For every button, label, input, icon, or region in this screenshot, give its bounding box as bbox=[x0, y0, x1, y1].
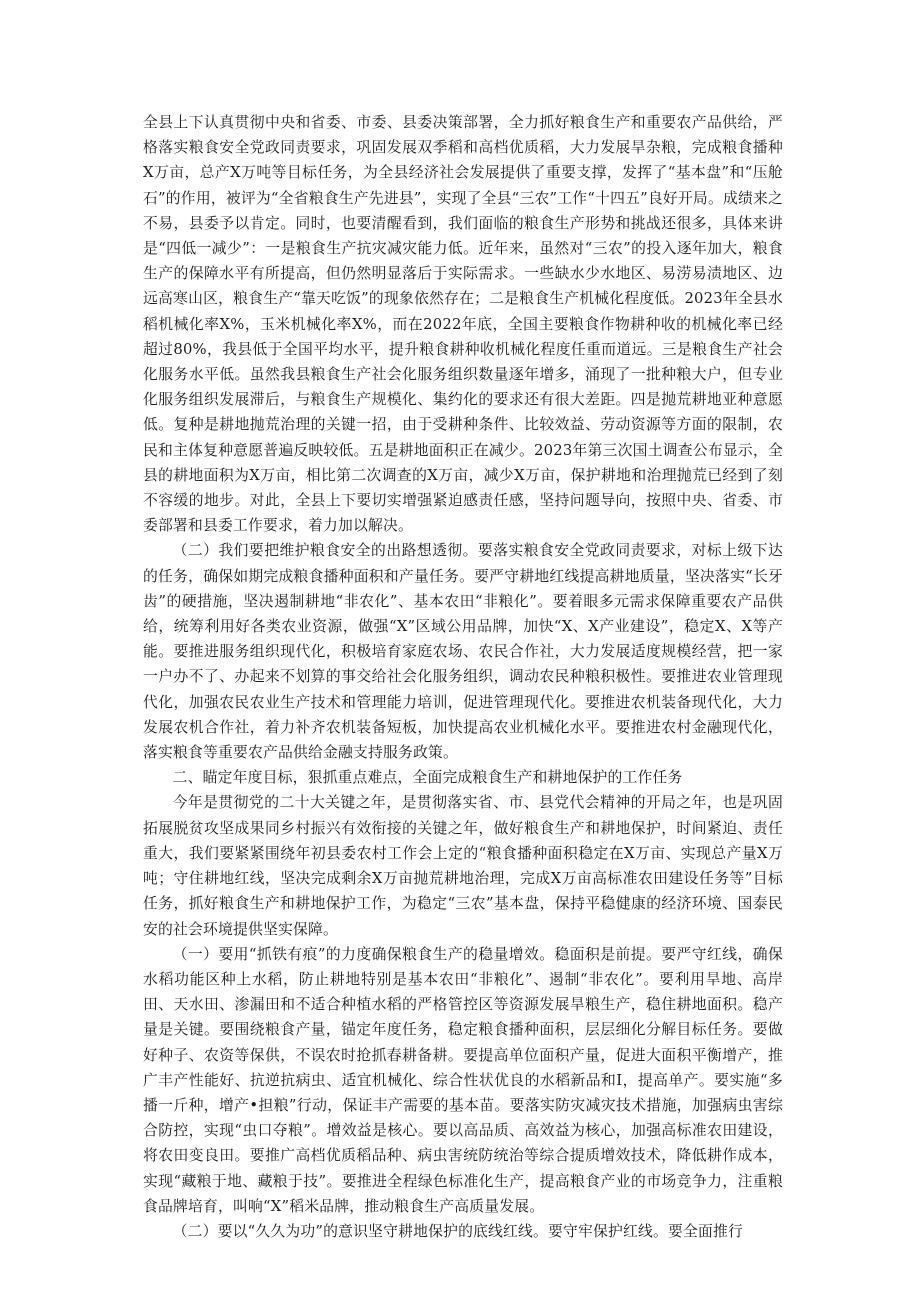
document-body bbox=[143, 110, 783, 1244]
paragraph-food-security-path: （二）我们要把维护粮食安全的出路想透彻。要落实粮食安全党政同责要求，对标上级下达的任务，确保如期完成粮食播种面积和产量任务。要严守耕地红线提高耕地质量，坚决落实“长牙齿”的硬措施，坚决遏制耕地“非农化”、基本农田“非粮化”。要着眼多元需求保障重要农产品供给，统筹利用好各类农业资源，做强“X”区域公用品牌，加快“X、X产业建设”，稳定X、X等产能。要推进服务组织现代化，积极培育家庭农场、农民合作社，大力发展适度规模经营，把一家一户办不了、办起来不划算的事交给社会化服务组织，调动农民种粮积极性。要推进农业管理现代化，加强农民农业生产技术和管理能力培训，促进管理现代化。要推进农机装备现代化，大力发展农机合作社，着力补齐农机装备短板，加快提高农业机械化水平。要推进农村金融现代化，落实粮食等重要农产品供给金融支持服务政策。 bbox=[143, 542, 783, 762]
section-heading-annual-goals: 二、瞄定年度目标，狠抓重点难点，全面完成粮食生产和耕地保护的工作任务 bbox=[172, 769, 683, 787]
paragraph-achievements-challenges: 全县上下认真贯彻中央和省委、市委、县委决策部署，全力抓好粮食生产和重要农产品供给，严格落实粮食安全党政同责要求，巩固发展双季稻和高档优质稻，大力发展旱杂粮，完成粮食播种X万亩，总产X万吨等目标任务，为全县经济社会发展提供了重要支撑，发挥了“基本盘”和“压舱石”的作用，被评为“全省粮食生产先进县”，实现了全县“三农”工作“十四五”良好开局。成绩来之不易，县委予以肯定。同时，也要清醒看到，我们面临的粮食生产形势和挑战还很多，具体来讲是“四低一减少”：一是粮食生产抗灾减灾能力低。近年来，虽然对“三农”的投入逐年加大，粮食生产的保障水平有所提高，但仍然明显落后于实际需求。一些缺水少水地区、易涝易渍地区、边远高寒山区，粮食生产“靠天吃饭”的现象依然存在；二是粮食生产机械化程度低。2023年全县水稻机械化率X%，玉米机械化率X%，而在2022年底，全国主要粮食作物耕种收的机械化率已经超过80%，我县低于全国平均水平，提升粮食耕种收机械化程度任重而道远。三是粮食生产社会化服务水平低。虽然我县粮食生产社会化服务组织数量逐年增多，涌现了一批种粮大户，但专业化服务组织发展滞后，与粮食生产规模化、集约化的要求还有很大差距。四是抛荒耕地亚种意愿低。复种是耕地抛荒治理的关键一招，由于受耕种条件、比较效益、劳动资源等方面的限制，农民和主体复种意愿普遍反映较低。五是耕地面积正在减少。2023年第三次国土调查公布显示，全县的耕地面积为X万亩，相比第二次调查的X万亩，减少X万亩，保护耕地和治理抛荒已经到了刻不容缓的地步。对此，全县上下要切实增强紧迫感责任感，坚持问题导向，按照中央、省委、市委部署和县委工作要求，着力加以解决。 bbox=[143, 114, 783, 535]
paragraph-stable-grain-production: （一）要用“抓铁有痕”的力度确保粮食生产的稳量增效。稳面积是前提。要严守红线，确保水稻功能区种上水稻，防止耕地特别是基本农田“非粮化”、遏制“非农化”。要利用旱地、高岸田、天水田、渗漏田和不适合种植水稻的严格管控区等资源发展旱粮生产，稳住耕地面积。稳产量是关键。要围绕粮食产量，锚定年度任务，稳定粮食播种面积，层层细化分解目标任务。要做好种子、农资等保供，不误农时抢抓春耕备耕。要提高单位面积产量，促进大面积平衡增产，推广丰产性能好、抗逆抗病虫、适宜机械化、综合性状优良的水稻新品和I，提高单产。要实施“多播一斤种，增产•担粮”行动，保证丰产需要的基本苗。要落实防灾减灾技术措施，加强病虫害综合防控，实现“虫口夺粮”。增效益是核心。要以高品质、高效益为核心，加强高标准农田建设，将农田变良田。要推广高档优质稻品种、病虫害统防统治等综合提质增效技术，降低耕作成本，实现“藏粮于地、藏粮于技”。要推进全程绿色标准化生产，提高粮食产业的市场竞争力，注重粮食品牌培育，叫响“X”稻米品牌，推动粮食生产高质量发展。 bbox=[143, 945, 783, 1215]
paragraph-this-year: 今年是贯彻党的二十大关键之年，是贯彻落实省、市、县党代会精神的开局之年，也是巩固拓展脱贫攻坚成果同乡村振兴有效衔接的关键之年，做好粮食生产和耕地保护，时间紧迫、责任重大，我们要紧紧围绕年初县委农村工作会上定的“粮食播种面积稳定在X万亩、实现总产量X万吨；守住耕地红线，坚决完成剩余X万亩抛荒耕地治理，完成X万亩高标准农田建设任务等”目标任务，抓好粮食生产和耕地保护工作，为稳定“三农”基本盘，保持平稳健康的经济环境、国泰民安的社会环境提供坚实保障。 bbox=[143, 794, 783, 938]
paragraph-farmland-protection: （二）要以“久久为功”的意识坚守耕地保护的底线红线。要守牢保护红线。要全面推行 bbox=[172, 1222, 744, 1240]
